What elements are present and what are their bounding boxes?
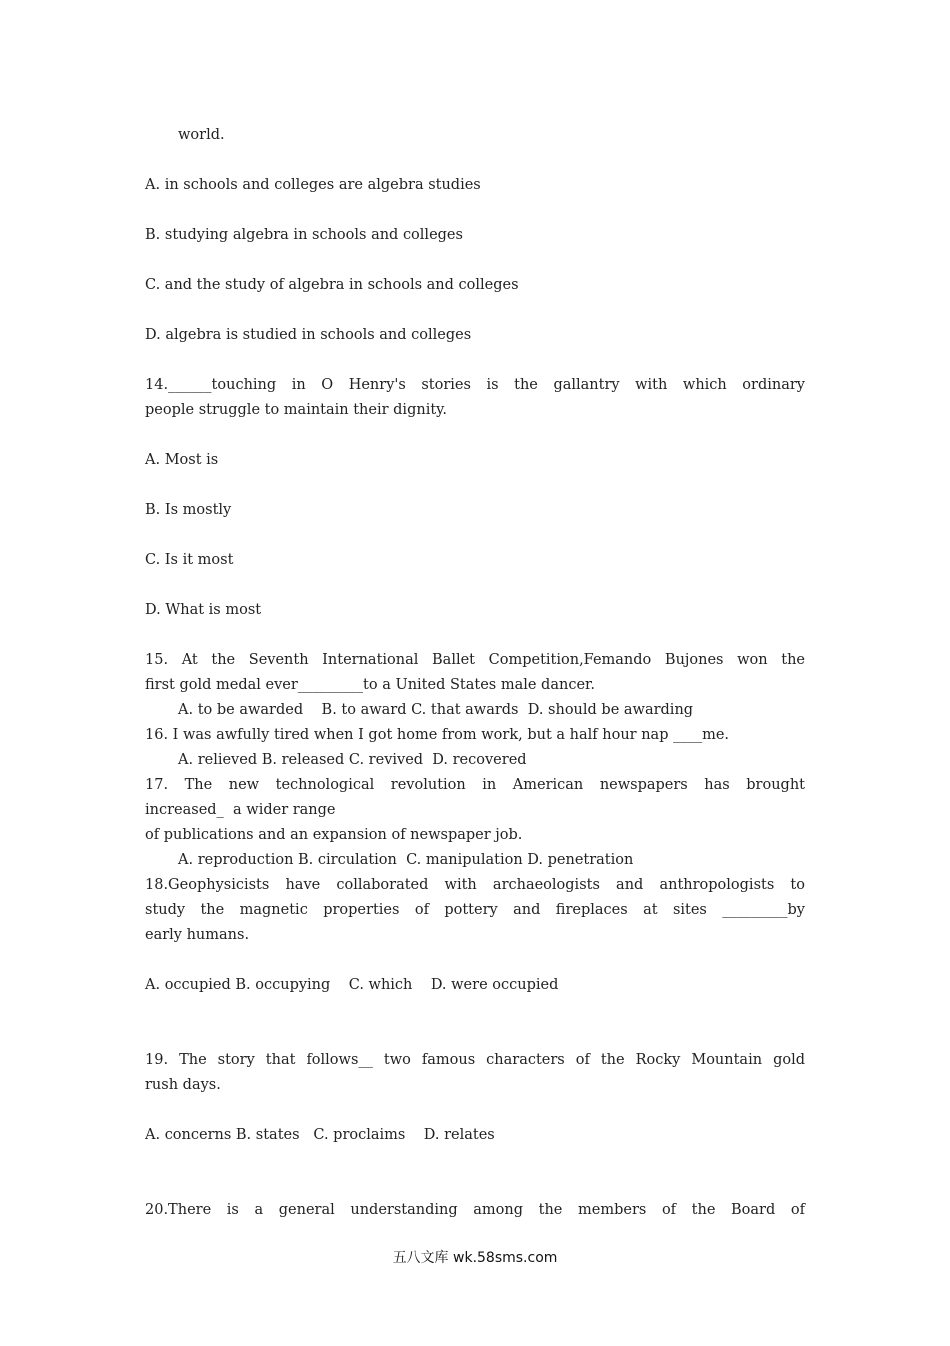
option-b: B. studying algebra in schools and colleges [145, 227, 463, 243]
question-14: 14.______touching in O Henry's stories is the gallantry with which ordinary [145, 377, 805, 393]
options-19: A. concerns B. states C. proclaims D. relates [145, 1127, 495, 1143]
question-16: 16. I was awfully tired when I got home from work, but a half hour nap ____me. [145, 727, 730, 743]
question-20: 20.There is a general understanding among the members of the Board of [145, 1202, 805, 1218]
option-c: C. and the study of algebra in schools and colleges [145, 277, 519, 293]
text-line: study the magnetic properties of pottery and fireplaces at sites _________by [145, 902, 805, 918]
text-line: people struggle to maintain their dignity. [145, 402, 448, 418]
footer-watermark: 五八文库 wk.58sms.com [392, 1250, 558, 1266]
option-c: C. Is it most [145, 552, 234, 568]
question-17: 17. The new technological revolution in American newspapers has brought [145, 777, 805, 793]
text-line: first gold medal ever_________to a United States male dancer. [145, 677, 595, 693]
options-15: A. to be awarded B. to award C. that awards D. should be awarding [178, 702, 694, 718]
option-b: B. Is mostly [145, 502, 232, 518]
text-line: rush days. [145, 1077, 221, 1093]
option-a: A. Most is [145, 452, 219, 468]
question-18: 18.Geophysicists have collaborated with archaeologists and anthropologists to [145, 877, 805, 893]
options-18: A. occupied B. occupying C. which D. were occupied [145, 977, 559, 993]
text-line: increased_ a wider range [145, 802, 336, 818]
question-15: 15. At the Seventh International Ballet Competition,Femando Bujones won the [145, 652, 805, 668]
text-line: world. [178, 127, 225, 143]
option-d: D. What is most [145, 602, 262, 618]
question-19: 19. The story that follows__ two famous characters of the Rocky Mountain gold [145, 1052, 805, 1068]
text-line: of publications and an expansion of newspaper job. [145, 827, 523, 843]
option-a: A. in schools and colleges are algebra studies [145, 177, 481, 193]
options-16: A. relieved B. released C. revived D. recovered [178, 752, 527, 768]
text-line: early humans. [145, 927, 250, 943]
option-d: D. algebra is studied in schools and colleges [145, 327, 472, 343]
options-17: A. reproduction B. circulation C. manipulation D. penetration [178, 852, 634, 868]
